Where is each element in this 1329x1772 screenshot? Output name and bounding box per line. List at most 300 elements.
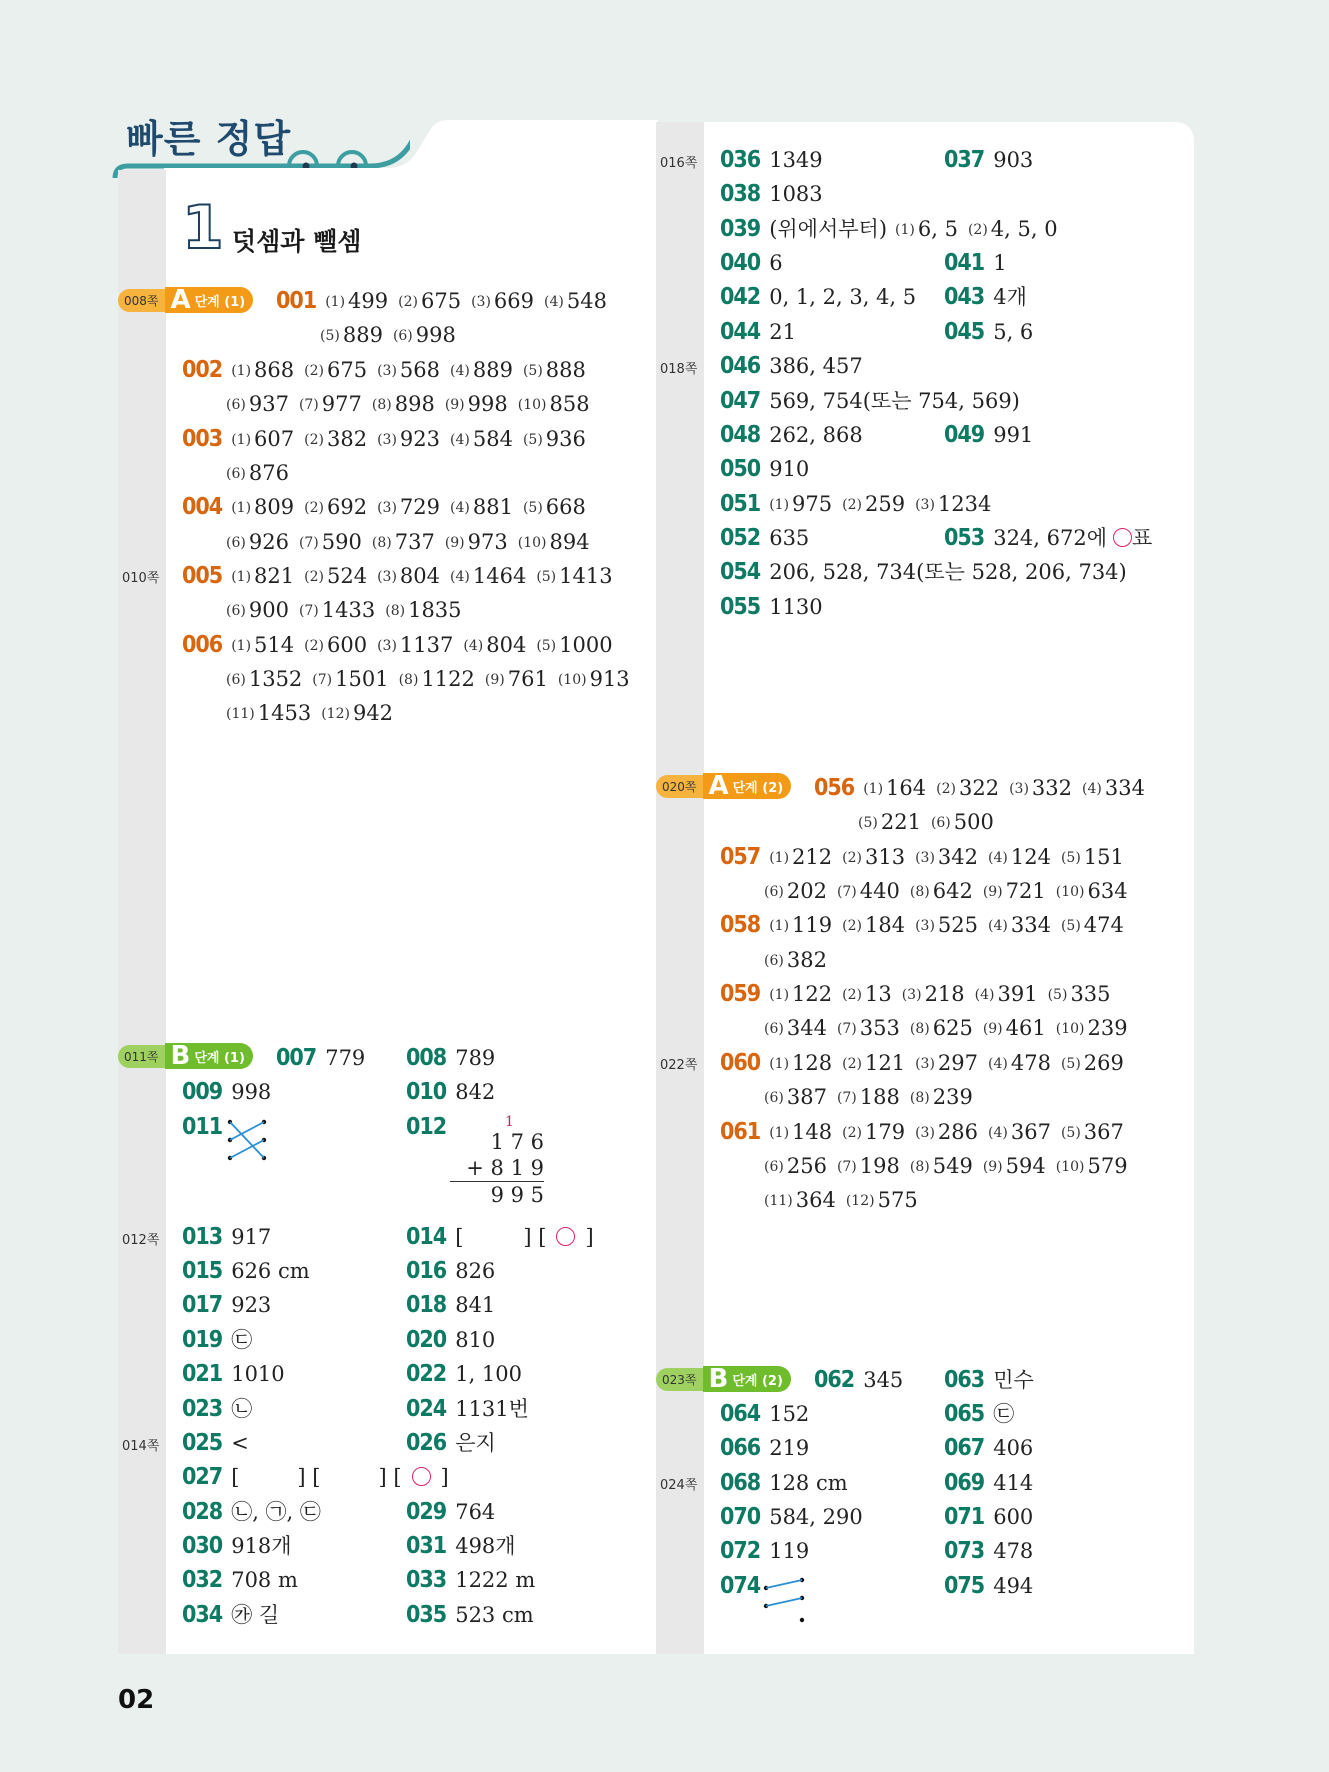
sub-question-label: (4) bbox=[450, 569, 470, 585]
sub-answer-value: 164 bbox=[886, 776, 927, 800]
sub-question-label: (6) bbox=[764, 1090, 784, 1106]
sub-question-label: (7) bbox=[836, 1021, 857, 1037]
answer-011-matching-lines bbox=[226, 1118, 268, 1164]
sub-answer-value: 761 bbox=[507, 667, 548, 691]
answer-021: 021 1010 bbox=[182, 1361, 285, 1387]
sub-answer-value: 344 bbox=[786, 1016, 827, 1040]
answer-033: 033 1222 m bbox=[406, 1567, 536, 1593]
sub-question-label: (11) bbox=[226, 706, 255, 722]
answer-042: 042 0, 1, 2, 3, 4, 5 bbox=[720, 284, 917, 310]
sub-question-label: (1) bbox=[231, 569, 252, 585]
answer-019: 019 ㉢ bbox=[182, 1327, 253, 1353]
answer-004-cont bbox=[226, 527, 590, 557]
sub-question-label: (9) bbox=[982, 1159, 1003, 1175]
chapter-number: 1 bbox=[182, 193, 224, 263]
sub-question-label: (9) bbox=[484, 672, 505, 688]
answer-061: 061 (1) 148 (2) 179 (3) 286 (4) 367 (5) 367 bbox=[720, 1119, 1124, 1145]
sub-answer-value: 821 bbox=[254, 564, 295, 588]
answer-068: 068 128 cm bbox=[720, 1470, 848, 1496]
sub-question-label: (2) bbox=[398, 294, 418, 310]
sub-answer-value: 1000 bbox=[559, 633, 613, 657]
answer-063: 063 민수 bbox=[944, 1367, 1034, 1393]
sub-answer-value: 334 bbox=[1010, 913, 1051, 937]
answer-046: 046 386, 457 bbox=[720, 353, 863, 379]
sub-question-label: (1) bbox=[895, 222, 915, 238]
sub-answer-value: 625 bbox=[932, 1016, 973, 1040]
sub-question-label: (2) bbox=[842, 918, 862, 934]
sub-question-label: (2) bbox=[842, 1125, 862, 1141]
section-badge-a2 bbox=[656, 771, 791, 801]
answer-072: 072 119 bbox=[720, 1538, 810, 1564]
sub-answer-value: 669 bbox=[493, 289, 535, 313]
sub-answer-value: 353 bbox=[859, 1016, 900, 1040]
sub-question-label: (5) bbox=[1060, 850, 1081, 866]
circle-mark-icon bbox=[412, 1467, 431, 1486]
badge-label: 단계 (1) bbox=[194, 294, 246, 310]
sub-question-label: (3) bbox=[915, 1056, 935, 1072]
sub-question-label: (3) bbox=[377, 500, 397, 516]
badge-page: 023쪽 bbox=[656, 1368, 703, 1391]
sub-answer-value: 461 bbox=[1005, 1016, 1046, 1040]
answer-047: 047 569, 754(또는 754, 569) bbox=[720, 388, 1020, 414]
answer-012: 012 bbox=[406, 1114, 447, 1140]
answer-054: 054 206, 528, 734(또는 528, 206, 734) bbox=[720, 559, 1127, 585]
answer-014: 014 [ ] [ ] bbox=[406, 1224, 594, 1250]
sub-answer-value: 913 bbox=[589, 667, 630, 691]
sub-answer-value: 575 bbox=[877, 1188, 918, 1212]
answer-041: 041 1 bbox=[944, 250, 1007, 276]
sub-question-label: (1) bbox=[769, 1125, 790, 1141]
sub-question-label: (4) bbox=[450, 500, 470, 516]
badge-letter: A bbox=[708, 771, 729, 801]
sub-question-label: (3) bbox=[915, 850, 935, 866]
answer-028: 028 ㉡, ㉠, ㉢ bbox=[182, 1499, 321, 1525]
page-ref: 012쪽 bbox=[122, 1233, 160, 1248]
carry-digit: 1 bbox=[505, 1114, 514, 1130]
sub-answer-value: 881 bbox=[472, 495, 513, 519]
page-ref: 022쪽 bbox=[660, 1058, 698, 1073]
sub-question-label: (1) bbox=[769, 497, 790, 513]
sub-question-label: (9) bbox=[982, 1021, 1003, 1037]
sub-answer-value: 568 bbox=[399, 358, 441, 382]
sub-question-label: (1) bbox=[231, 638, 252, 654]
sub-question-label: (8) bbox=[385, 603, 406, 619]
sub-answer-value: 342 bbox=[937, 845, 979, 869]
sub-answer-value: 6, 5 bbox=[917, 217, 958, 241]
sub-question-label: (8) bbox=[371, 535, 392, 551]
sub-answer-value: 977 bbox=[321, 392, 362, 416]
page-ref: 018쪽 bbox=[660, 362, 698, 377]
sub-question-label: (4) bbox=[450, 363, 470, 379]
sub-answer-value: 151 bbox=[1083, 845, 1124, 869]
circle-mark-icon bbox=[556, 1227, 575, 1246]
sub-question-label: (7) bbox=[836, 1090, 857, 1106]
addend-top: 1 7 6 bbox=[490, 1130, 544, 1154]
answer-045: 045 5, 6 bbox=[944, 319, 1034, 345]
sub-answer-value: 1501 bbox=[335, 667, 389, 691]
page-ref: 016쪽 bbox=[660, 156, 698, 171]
sub-answer-value: 668 bbox=[545, 495, 586, 519]
right-gutter bbox=[656, 122, 704, 1654]
sub-question-label: (6) bbox=[226, 397, 246, 413]
answer-069: 069 414 bbox=[944, 1470, 1034, 1496]
sub-answer-value: 975 bbox=[792, 492, 833, 516]
page-header-title: 빠른 정답 bbox=[126, 117, 292, 161]
answer-024: 024 1131번 bbox=[406, 1396, 529, 1422]
answer-057-cont bbox=[764, 876, 1128, 906]
sub-answer-value: 888 bbox=[545, 358, 586, 382]
answer-059-cont bbox=[764, 1013, 1128, 1043]
sub-answer-value: 889 bbox=[472, 358, 513, 382]
answer-006-cont bbox=[226, 664, 630, 694]
sub-question-label: (2) bbox=[304, 363, 324, 379]
sub-answer-value: 1122 bbox=[421, 667, 475, 691]
sub-question-label: (2) bbox=[304, 569, 324, 585]
answer-018: 018 841 bbox=[406, 1292, 496, 1318]
sub-question-label: (7) bbox=[312, 672, 333, 688]
badge-page: 008쪽 bbox=[118, 289, 165, 312]
sub-answer-value: 332 bbox=[1031, 776, 1073, 800]
answer-067: 067 406 bbox=[944, 1435, 1034, 1461]
sub-question-label: (3) bbox=[377, 363, 397, 379]
sub-question-label: (10) bbox=[557, 672, 587, 688]
answer-055: 055 1130 bbox=[720, 594, 823, 620]
sub-answer-value: 937 bbox=[248, 392, 289, 416]
sub-question-label: (10) bbox=[1055, 884, 1085, 900]
sub-answer-value: 973 bbox=[467, 530, 508, 554]
sub-answer-value: 1453 bbox=[257, 701, 312, 725]
sub-answer-value: 936 bbox=[545, 427, 586, 451]
sub-question-label: (8) bbox=[909, 1021, 930, 1037]
answer-064: 064 152 bbox=[720, 1401, 810, 1427]
sub-question-label: (1) bbox=[863, 781, 884, 797]
answer-016: 016 826 bbox=[406, 1258, 496, 1284]
sub-answer-value: 218 bbox=[924, 982, 965, 1006]
sub-question-label: (7) bbox=[298, 603, 319, 619]
sub-question-label: (10) bbox=[1055, 1159, 1085, 1175]
sub-question-label: (7) bbox=[836, 884, 857, 900]
sub-answer-value: 124 bbox=[1010, 845, 1051, 869]
sub-answer-value: 382 bbox=[786, 948, 827, 972]
answer-060: 060 (1) 128 (2) 121 (3) 297 (4) 478 (5) 269 bbox=[720, 1050, 1124, 1076]
page-ref: 010쪽 bbox=[122, 571, 160, 586]
sub-question-label: (6) bbox=[226, 603, 246, 619]
sub-answer-value: 1352 bbox=[248, 667, 303, 691]
left-gutter bbox=[118, 170, 166, 1654]
answer-065: 065 ㉢ bbox=[944, 1401, 1015, 1427]
sub-question-label: (6) bbox=[392, 328, 413, 344]
answer-044: 044 21 bbox=[720, 319, 796, 345]
sub-question-label: (12) bbox=[321, 706, 350, 722]
badge-label: 단계 (1) bbox=[194, 1050, 245, 1066]
sub-question-label: (4) bbox=[544, 294, 564, 310]
sub-answer-value: 239 bbox=[932, 1085, 973, 1109]
answer-074: 074 bbox=[720, 1573, 761, 1599]
sub-question-label: (3) bbox=[915, 918, 935, 934]
sub-answer-value: 549 bbox=[932, 1154, 973, 1178]
sub-answer-value: 923 bbox=[399, 427, 441, 451]
answer-020: 020 810 bbox=[406, 1327, 496, 1353]
sub-question-label: (6) bbox=[226, 535, 246, 551]
answer-073: 073 478 bbox=[944, 1538, 1034, 1564]
answer-036: 036 1349 bbox=[720, 147, 823, 173]
sub-answer-value: 729 bbox=[399, 495, 441, 519]
section-badge-b2 bbox=[656, 1364, 791, 1394]
badge-page: 011쪽 bbox=[118, 1045, 165, 1068]
answer-017: 017 923 bbox=[182, 1292, 272, 1318]
answer-061-cont2 bbox=[764, 1185, 918, 1215]
sub-question-label: (8) bbox=[909, 884, 930, 900]
sub-answer-value: 269 bbox=[1083, 1051, 1124, 1075]
sub-question-label: (2) bbox=[842, 497, 862, 513]
sub-question-label: (4) bbox=[988, 1125, 1008, 1141]
answer-001: 001 (1) 499 (2) 675 (3) 669 (4) 548 bbox=[276, 288, 607, 314]
answer-004: 004 (1) 809 (2) 692 (3) 729 (4) 881 (5) 668 bbox=[182, 494, 586, 520]
sub-question-label: (3) bbox=[915, 497, 935, 513]
sub-question-label: (7) bbox=[298, 535, 319, 551]
sub-answer-value: 607 bbox=[254, 427, 295, 451]
sub-answer-value: 942 bbox=[352, 701, 394, 725]
answer-048: 048 262, 868 bbox=[720, 422, 863, 448]
sub-question-label: (8) bbox=[371, 397, 392, 413]
answer-023: 023 ㉡ bbox=[182, 1396, 253, 1422]
answer-061-cont bbox=[764, 1151, 1128, 1181]
sub-answer-value: 212 bbox=[792, 845, 833, 869]
sub-answer-value: 500 bbox=[953, 810, 994, 834]
sub-answer-value: 259 bbox=[864, 492, 906, 516]
answer-003: 003 (1) 607 (2) 382 (3) 923 (4) 584 (5) 936 bbox=[182, 426, 586, 452]
answer-011: 011 bbox=[182, 1114, 223, 1140]
badge-page: 020쪽 bbox=[656, 775, 703, 798]
sub-question-label: (2) bbox=[304, 638, 324, 654]
answer-015: 015 626 cm bbox=[182, 1258, 310, 1284]
answer-070: 070 584, 290 bbox=[720, 1504, 863, 1530]
sub-answer-value: 13 bbox=[864, 982, 892, 1006]
sub-question-label: (5) bbox=[522, 500, 543, 516]
sub-question-label: (11) bbox=[764, 1193, 793, 1209]
sub-answer-value: 1464 bbox=[472, 564, 527, 588]
sub-answer-value: 198 bbox=[859, 1154, 900, 1178]
sub-question-label: (10) bbox=[517, 535, 547, 551]
answer-071: 071 600 bbox=[944, 1504, 1034, 1530]
sub-question-label: (2) bbox=[842, 850, 862, 866]
answer-003-cont bbox=[226, 458, 289, 488]
sub-answer-value: 926 bbox=[248, 530, 289, 554]
sub-answer-value: 889 bbox=[342, 323, 383, 347]
sub-question-label: (1) bbox=[769, 850, 790, 866]
sub-question-label: (6) bbox=[764, 953, 784, 969]
sub-answer-value: 256 bbox=[786, 1154, 827, 1178]
badge-letter: A bbox=[170, 285, 191, 315]
sub-answer-value: 524 bbox=[326, 564, 368, 588]
sub-answer-value: 1433 bbox=[321, 598, 376, 622]
circle-mark-icon bbox=[1113, 528, 1132, 547]
page-ref: 014쪽 bbox=[122, 1439, 160, 1454]
sub-question-label: (9) bbox=[982, 884, 1003, 900]
left-panel-tab bbox=[118, 120, 658, 172]
sub-answer-value: 804 bbox=[399, 564, 441, 588]
sub-question-label: (5) bbox=[522, 432, 543, 448]
answer-052: 052 635 bbox=[720, 525, 810, 551]
answer-058-cont bbox=[764, 945, 827, 975]
sub-answer-value: 313 bbox=[864, 845, 906, 869]
answer-035: 035 523 cm bbox=[406, 1602, 534, 1628]
answer-053: 053 324, 672에 표 bbox=[944, 525, 1153, 551]
sub-answer-value: 579 bbox=[1087, 1154, 1128, 1178]
sub-answer-value: 335 bbox=[1070, 982, 1111, 1006]
sub-answer-value: 600 bbox=[326, 633, 368, 657]
answer-032: 032 708 m bbox=[182, 1567, 298, 1593]
sub-question-label: (1) bbox=[769, 918, 790, 934]
sub-answer-value: 590 bbox=[321, 530, 362, 554]
answer-012-vertical-addition bbox=[450, 1115, 544, 1208]
sub-answer-value: 474 bbox=[1083, 913, 1124, 937]
page-ref: 024쪽 bbox=[660, 1478, 698, 1493]
sub-question-label: (1) bbox=[769, 987, 790, 1003]
page-number: 02 bbox=[118, 1685, 155, 1715]
sub-question-label: (7) bbox=[836, 1159, 857, 1175]
sub-question-label: (8) bbox=[909, 1090, 930, 1106]
sub-answer-value: 634 bbox=[1087, 879, 1128, 903]
sub-answer-value: 188 bbox=[859, 1085, 900, 1109]
sub-answer-value: 184 bbox=[864, 913, 906, 937]
sub-question-label: (5) bbox=[1047, 987, 1068, 1003]
sub-answer-value: 868 bbox=[254, 358, 295, 382]
sub-question-label: (2) bbox=[842, 1056, 862, 1072]
answer-001-cont bbox=[320, 320, 456, 350]
answer-058: 058 (1) 119 (2) 184 (3) 525 (4) 334 (5) 474 bbox=[720, 912, 1124, 938]
sub-answer-value: 1413 bbox=[559, 564, 613, 588]
sub-question-label: (9) bbox=[444, 397, 465, 413]
sub-answer-value: 478 bbox=[1010, 1051, 1051, 1075]
answer-059: 059 (1) 122 (2) 13 (3) 218 (4) 391 (5) 335 bbox=[720, 981, 1111, 1007]
sub-answer-value: 119 bbox=[792, 913, 833, 937]
answer-040: 040 6 bbox=[720, 250, 783, 276]
badge-label: 단계 (2) bbox=[732, 780, 784, 796]
sub-answer-value: 584 bbox=[472, 427, 513, 451]
sub-answer-value: 440 bbox=[859, 879, 900, 903]
sub-answer-value: 804 bbox=[486, 633, 527, 657]
answer-030: 030 918개 bbox=[182, 1533, 292, 1559]
sub-answer-value: 202 bbox=[786, 879, 827, 903]
answer-005-cont bbox=[226, 595, 462, 625]
sub-question-label: (4) bbox=[988, 850, 1008, 866]
answer-008: 008 789 bbox=[406, 1045, 496, 1071]
sub-answer-value: 900 bbox=[248, 598, 289, 622]
sub-answer-value: 387 bbox=[786, 1085, 827, 1109]
sub-answer-value: 367 bbox=[1010, 1120, 1051, 1144]
sub-question-label: (1) bbox=[769, 1056, 790, 1072]
sub-question-label: (5) bbox=[522, 363, 543, 379]
sub-question-label: (4) bbox=[988, 1056, 1008, 1072]
sub-question-label: (5) bbox=[1060, 1125, 1081, 1141]
sub-answer-value: 876 bbox=[248, 461, 289, 485]
sub-answer-value: 364 bbox=[795, 1188, 836, 1212]
sub-answer-value: 1234 bbox=[937, 492, 992, 516]
sub-question-label: (3) bbox=[377, 638, 397, 654]
answer-066: 066 219 bbox=[720, 1435, 810, 1461]
sub-question-label: (5) bbox=[320, 328, 340, 344]
chapter-title: 덧셈과 뺄셈 bbox=[232, 227, 362, 256]
sub-answer-value: 525 bbox=[937, 913, 979, 937]
answer-029: 029 764 bbox=[406, 1499, 496, 1525]
sub-answer-value: 286 bbox=[937, 1120, 979, 1144]
answer-051: 051 (1) 975 (2) 259 (3) 1234 bbox=[720, 491, 992, 517]
sub-answer-value: 322 bbox=[958, 776, 1000, 800]
sub-answer-value: 894 bbox=[549, 530, 590, 554]
sub-question-label: (8) bbox=[398, 672, 419, 688]
sub-question-label: (4) bbox=[463, 638, 484, 654]
answer-062: 062 345 bbox=[814, 1367, 904, 1393]
answer-006: 006 (1) 514 (2) 600 (3) 1137 (4) 804 (5) 1000 bbox=[182, 632, 613, 658]
sub-question-label: (3) bbox=[1009, 781, 1029, 797]
section-badge-b1 bbox=[118, 1041, 253, 1071]
answer-050: 050 910 bbox=[720, 456, 810, 482]
answer-002: 002 (1) 868 (2) 675 (3) 568 (4) 889 (5) 888 bbox=[182, 357, 586, 383]
sub-question-label: (4) bbox=[974, 987, 995, 1003]
sub-question-label: (10) bbox=[1055, 1021, 1085, 1037]
answer-022: 022 1, 100 bbox=[406, 1361, 522, 1387]
sub-answer-value: 514 bbox=[254, 633, 295, 657]
answer-031: 031 498개 bbox=[406, 1533, 516, 1559]
sub-answer-value: 179 bbox=[864, 1120, 906, 1144]
sub-question-label: (5) bbox=[1060, 1056, 1081, 1072]
sub-answer-value: 737 bbox=[394, 530, 435, 554]
badge-label: 단계 (2) bbox=[732, 1373, 783, 1389]
answer-005: 005 (1) 821 (2) 524 (3) 804 (4) 1464 (5) 1413 bbox=[182, 563, 613, 589]
answer-013: 013 917 bbox=[182, 1224, 272, 1250]
sum-result: 9 9 5 bbox=[450, 1181, 544, 1208]
sub-question-label: (3) bbox=[901, 987, 922, 1003]
answer-049: 049 991 bbox=[944, 422, 1034, 448]
answer-074-matching-lines bbox=[762, 1574, 806, 1626]
answer-025: 025 < bbox=[182, 1430, 249, 1456]
badge-letter: B bbox=[170, 1041, 191, 1071]
sub-answer-value: 858 bbox=[549, 392, 590, 416]
sub-answer-value: 148 bbox=[792, 1120, 833, 1144]
sub-question-label: (2) bbox=[304, 432, 324, 448]
sub-question-label: (8) bbox=[909, 1159, 930, 1175]
sub-question-label: (3) bbox=[377, 569, 397, 585]
sub-question-label: (4) bbox=[450, 432, 470, 448]
sub-question-label: (6) bbox=[226, 672, 246, 688]
sub-answer-value: 1137 bbox=[399, 633, 454, 657]
sub-answer-value: 998 bbox=[415, 323, 456, 347]
answer-043: 043 4개 bbox=[944, 284, 1027, 310]
answer-009: 009 998 bbox=[182, 1079, 272, 1105]
sub-answer-value: 499 bbox=[348, 289, 389, 313]
sub-answer-value: 642 bbox=[932, 879, 973, 903]
sub-answer-value: 221 bbox=[880, 810, 921, 834]
addend-bottom: + 8 1 9 bbox=[466, 1156, 544, 1180]
answer-027: 027 [ ] [ ] [ ] bbox=[182, 1464, 449, 1490]
answer-056-cont bbox=[858, 807, 994, 837]
sub-question-label: (6) bbox=[764, 1021, 784, 1037]
sub-question-label: (4) bbox=[1082, 781, 1102, 797]
sub-answer-value: 692 bbox=[326, 495, 368, 519]
sub-question-label: (7) bbox=[298, 397, 319, 413]
sub-answer-value: 297 bbox=[937, 1051, 979, 1075]
badge-letter: B bbox=[708, 1364, 729, 1394]
sub-question-label: (2) bbox=[936, 781, 956, 797]
sub-answer-value: 334 bbox=[1104, 776, 1145, 800]
answer-039: 039 (위에서부터) (1) 6, 5 (2) 4, 5, 0 bbox=[720, 216, 1058, 242]
sub-answer-value: 391 bbox=[997, 982, 1038, 1006]
sub-question-label: (5) bbox=[536, 638, 557, 654]
sub-question-label: (3) bbox=[915, 1125, 935, 1141]
sub-answer-value: 898 bbox=[394, 392, 435, 416]
sub-question-label: (1) bbox=[231, 432, 252, 448]
